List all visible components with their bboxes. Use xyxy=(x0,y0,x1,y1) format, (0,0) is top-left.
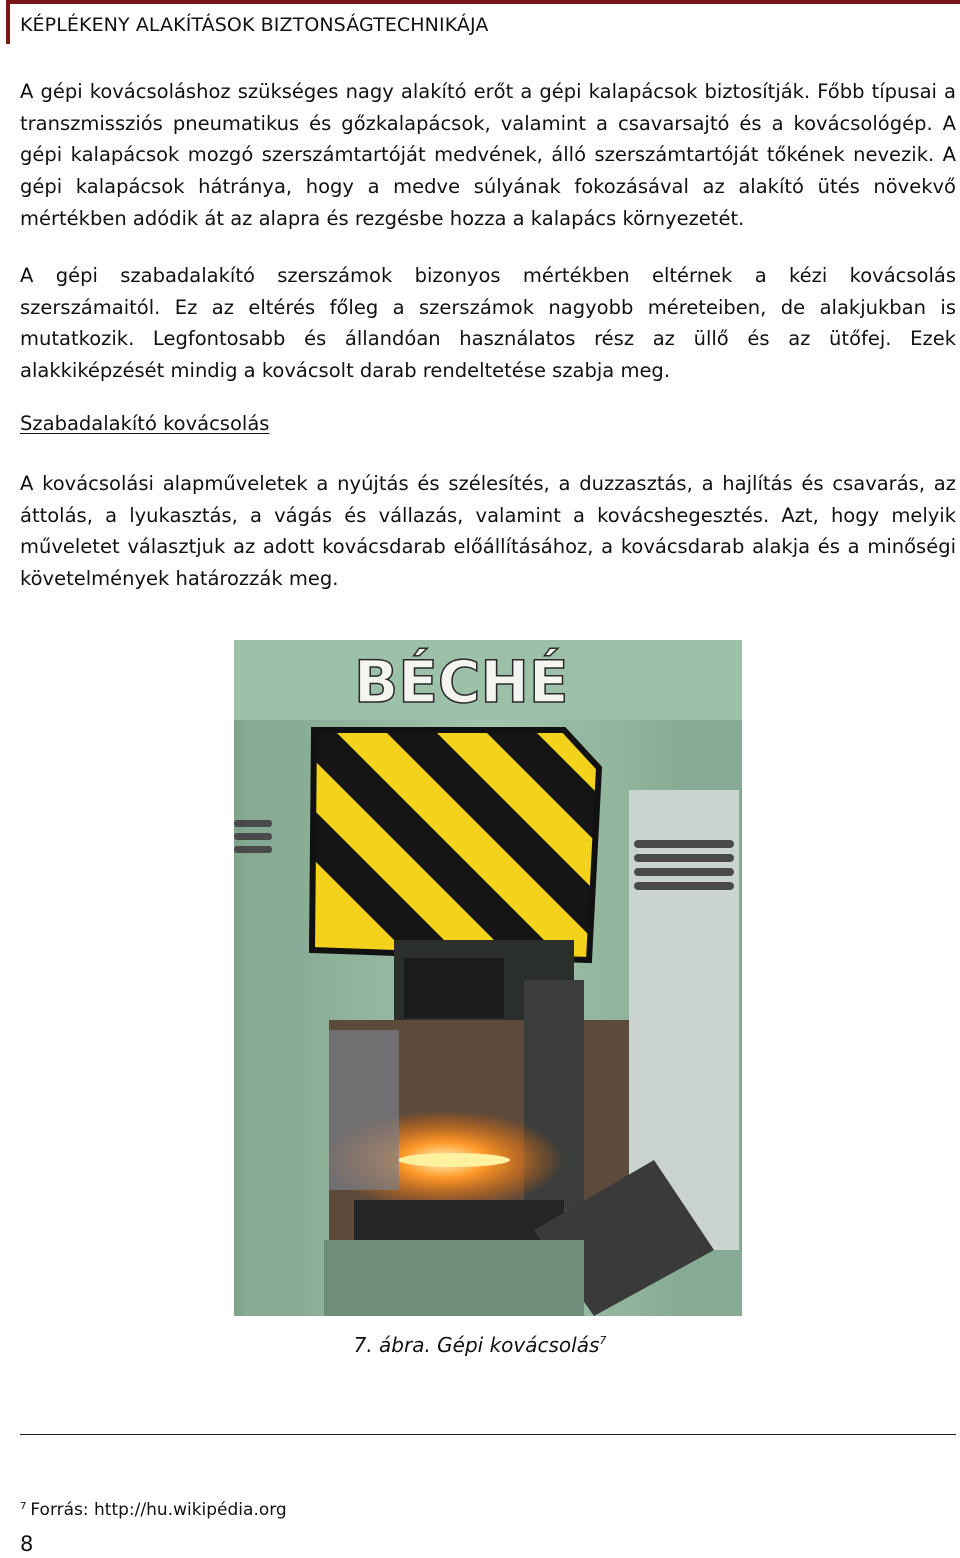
hot-workpiece xyxy=(398,1153,510,1167)
header-rule-left xyxy=(6,0,10,44)
figure-forging-photo xyxy=(234,640,742,1316)
header-rule-top xyxy=(6,0,960,4)
figure-caption-footnote-ref: 7 xyxy=(599,1334,607,1347)
paragraph-machine-hammers: A gépi kovácsoláshoz szükséges nagy alakító erőt a gépi kalapácsok biztosítják. Főbb típusai a transzmissziós pneumatikus és gőzkalapácsok, valamint a csavarsajtó és a kovácsológép. A gépi kalapácsok mozgó szerszámtartóját medvének, álló szerszámtartóját tőkének nevezik. A gépi kalapácsok hátránya, hogy a medve súlyának fokozásával az alakító ütés növekvő mértékben adódik át az alapra és rezgésbe hozza a kalapács környezetét. xyxy=(20,80,956,230)
footnote xyxy=(20,1500,287,1520)
worker-silhouette xyxy=(329,1030,399,1190)
figure-caption-text: 7. ábra. Gépi kovácsolás xyxy=(353,1333,600,1357)
footnote-marker: 7 xyxy=(20,1501,27,1512)
running-header-title: KÉPLÉKENY ALAKÍTÁSOK BIZTONSÁGTECHNIKÁJA xyxy=(20,14,489,36)
paragraph-basic-operations: A kovácsolási alapműveletek a nyújtás és szélesítés, a duzzasztás, a hajlítás és csavarás, az áttolás, a lyukasztás, a vágás és vállazás, valamint a kovácshegesztés. Azt, hogy melyik műveletet választjuk az adott kovácsdarab előállításához, a kovácsdarab alakja és a minőségi követelmények határozzák meg. xyxy=(20,472,956,591)
paragraph-machine-tools: A gépi szabadalakító szerszámok bizonyos mértékben eltérnek a kézi kovácsolás szerszámaitól. Ez az eltérés főleg a szerszámok nagyobb méreteiben, de alakjukban is mutatkozik. Legfontosabb és állandóan használatos rész az üllő és az ütőfej. Ezek alakkiképzését mindig a kovácsolt darab rendeltetése szabja meg. xyxy=(20,264,956,383)
forging-machine-illustration xyxy=(234,640,742,1316)
figure-caption xyxy=(0,1333,960,1357)
machine-brand-label: BÉCHÉ xyxy=(354,648,569,716)
section-heading: Szabadalakító kovácsolás xyxy=(20,412,270,435)
footnote-separator xyxy=(20,1434,956,1435)
page-number: 8 xyxy=(20,1532,34,1556)
footnote-text: Forrás: http://hu.wikipédia.org xyxy=(30,1500,287,1520)
